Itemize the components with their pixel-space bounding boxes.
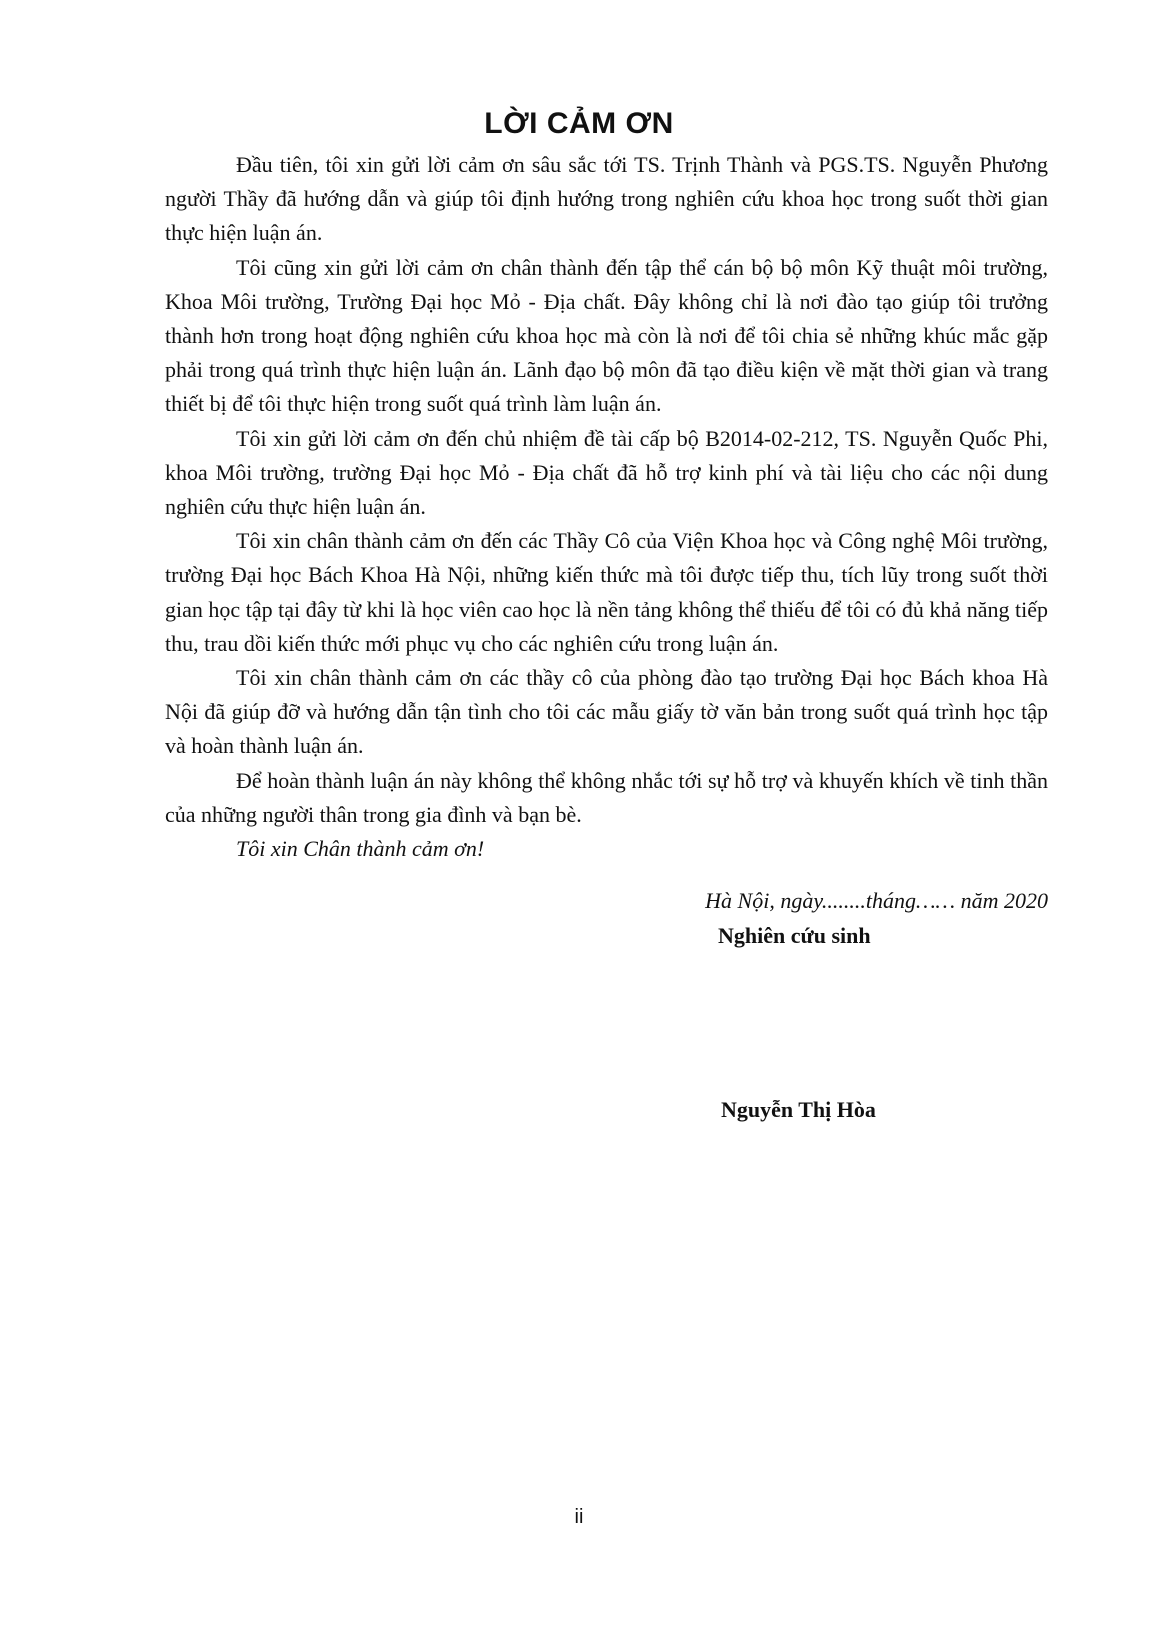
paragraph-5: Tôi xin chân thành cảm ơn các thầy cô của phòng đào tạo trường Đại học Bách khoa Hà Nội đã giúp đỡ và hướng dẫn tận tình cho tôi các mẫu giấy tờ văn bản trong suốt quá trình học tập và hoàn thành luận án. (165, 665, 1048, 759)
paragraph-3: Tôi xin gửi lời cảm ơn đến chủ nhiệm đề tài cấp bộ B2014-02-212, TS. Nguyễn Quốc Phi, khoa Môi trường, trường Đại học Mỏ - Địa chất đã hỗ trợ kinh phí và tài liệu cho các nội dung nghiên cứu thực hiện luận án. (165, 425, 1048, 520)
closing-line: Tôi xin Chân thành cảm ơn! (236, 836, 485, 862)
page-title: LỜI CẢM ƠN (484, 107, 674, 140)
signer-name: Nguyễn Thị Hòa (721, 1097, 876, 1122)
date-line: Hà Nội, ngày........tháng…… năm 2020 (705, 888, 1048, 913)
paragraph-4: Tôi xin chân thành cảm ơn đến các Thầy Cô của Viện Khoa học và Công nghệ Môi trường, trường Đại học Bách Khoa Hà Nội, những kiến thức mà tôi được tiếp thu, tích lũy trong suốt thời gian học tập tại đây từ khi là học viên cao học là nền tảng không thể thiếu để tôi có đủ khả năng tiếp thu, trau dồi kiến thức mới phục vụ cho các nghiên cứu trong luận án. (165, 528, 1048, 656)
paragraph-2: Tôi cũng xin gửi lời cảm ơn chân thành đến tập thể cán bộ bộ môn Kỹ thuật môi trường, Khoa Môi trường, Trường Đại học Mỏ - Địa chất. Đây không chỉ là nơi đào tạo giúp tôi trưởng thành hơn trong hoạt động nghiên cứu khoa học mà còn là nơi để tôi chia sẻ những khúc mắc gặp phải trong quá trình thực hiện luận án. Lãnh đạo bộ môn đã tạo điều kiện về mặt thời gian và trang thiết bị để tôi thực hiện trong suốt quá trình làm luận án. (165, 254, 1048, 417)
paragraph-6: Để hoàn thành luận án này không thể không nhắc tới sự hỗ trợ và khuyến khích về tinh thần của những người thân trong gia đình và bạn bè. (165, 767, 1048, 827)
signer-role: Nghiên cứu sinh (718, 923, 871, 948)
paragraph-1: Đầu tiên, tôi xin gửi lời cảm ơn sâu sắc tới TS. Trịnh Thành và PGS.TS. Nguyễn Phương người Thầy đã hướng dẫn và giúp tôi định hướng trong nghiên cứu khoa học trong suốt thời gian thực hiện luận án. (165, 152, 1048, 246)
acknowledgement-body (165, 148, 1048, 866)
page-number: ii (574, 1506, 584, 1528)
